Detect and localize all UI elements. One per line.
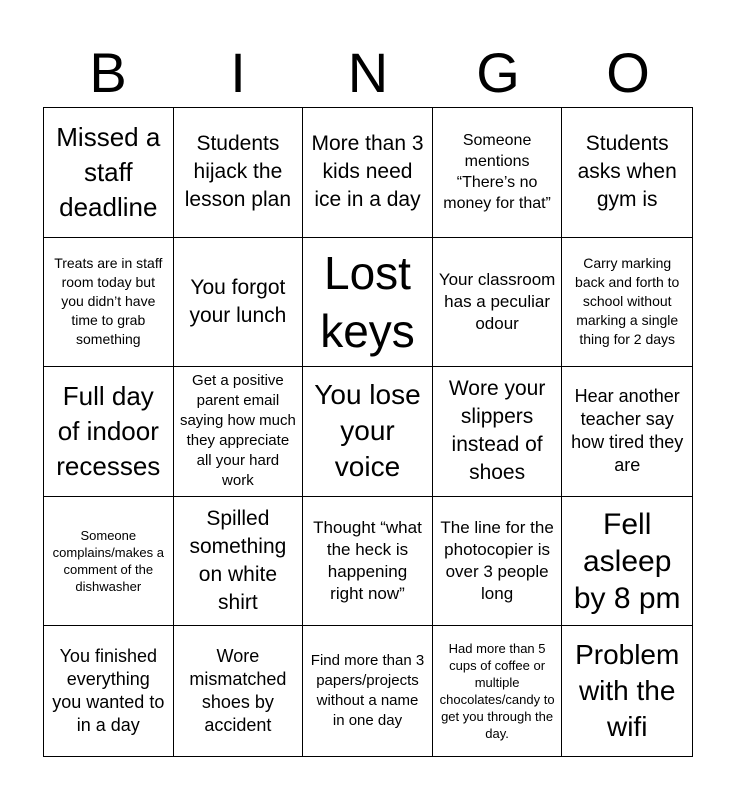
cell-text: Treats are in staff room today but you didn’t have time to grab something — [54, 255, 163, 348]
bingo-cell[interactable] — [303, 108, 433, 238]
cell-text: You forgot your lunch — [189, 275, 287, 327]
cell-text: Students hijack the lesson plan — [184, 132, 292, 212]
cell-text: Someone mentions “There’s no money for that” — [443, 132, 551, 213]
cell-text: Lost keys — [320, 246, 415, 357]
bingo-cell[interactable] — [303, 497, 433, 627]
bingo-cell[interactable] — [303, 367, 433, 497]
bingo-cell[interactable] — [433, 626, 563, 756]
cell-text: Spilled something on white shirt — [189, 507, 287, 615]
bingo-cell[interactable] — [303, 626, 433, 756]
header-letter-o: O — [606, 41, 650, 104]
cell-text: Carry marking back and forth to school without marking a single thing for 2 days — [575, 255, 680, 348]
bingo-cell[interactable] — [44, 108, 174, 238]
header-letter-n: N — [347, 41, 389, 104]
cell-text: Someone complains/makes a comment of the dishwasher — [52, 528, 164, 595]
cell-text: The line for the photocopier is over 3 people long — [440, 518, 554, 604]
cell-text: Fell asleep by 8 pm — [573, 507, 681, 615]
bingo-board — [43, 107, 693, 757]
bingo-cell[interactable] — [303, 238, 433, 368]
bingo-cell[interactable] — [174, 108, 304, 238]
bingo-cell[interactable] — [44, 238, 174, 368]
header-letter-i: I — [230, 41, 246, 104]
bingo-cell[interactable] — [174, 497, 304, 627]
bingo-cell[interactable] — [562, 626, 692, 756]
bingo-cell[interactable] — [44, 626, 174, 756]
cell-text: Wore your slippers instead of shoes — [448, 377, 546, 485]
cell-text: Hear another teacher say how tired they are — [571, 386, 684, 476]
cell-text: Students asks when gym is — [577, 132, 677, 212]
bingo-cell[interactable] — [562, 108, 692, 238]
bingo-cell[interactable] — [44, 497, 174, 627]
header-letter-g: G — [476, 41, 520, 104]
cell-text: Wore mismatched shoes by accident — [189, 646, 287, 736]
bingo-header — [43, 40, 693, 106]
bingo-cell[interactable] — [433, 108, 563, 238]
cell-text: Had more than 5 cups of coffee or multiple chocolates/candy to get you through the day. — [439, 641, 555, 742]
cell-text: You lose your voice — [314, 379, 421, 483]
header-letter-b: B — [89, 41, 127, 104]
bingo-cell[interactable] — [433, 367, 563, 497]
bingo-cell[interactable] — [174, 626, 304, 756]
bingo-cell[interactable] — [433, 497, 563, 627]
cell-text: Get a positive parent email saying how much they appreciate all your hard work — [179, 372, 296, 490]
bingo-cell[interactable] — [562, 367, 692, 497]
bingo-cell[interactable] — [562, 238, 692, 368]
cell-text: Find more than 3 papers/projects without a name in one day — [310, 652, 425, 730]
cell-text: More than 3 kids need ice in a day — [311, 132, 424, 212]
cell-text: Thought “what the heck is happening right now” — [313, 518, 422, 604]
cell-text: You finished everything you wanted to in a day — [52, 646, 165, 736]
cell-text: Your classroom has a peculiar odour — [438, 269, 556, 333]
cell-text: Full day of indoor recesses — [56, 380, 161, 481]
bingo-cell[interactable] — [433, 238, 563, 368]
bingo-cell[interactable] — [174, 367, 304, 497]
cell-text: Problem with the wifi — [575, 639, 680, 743]
cell-text: Missed a staff deadline — [56, 121, 161, 222]
bingo-cell[interactable] — [174, 238, 304, 368]
bingo-cell[interactable] — [562, 497, 692, 627]
bingo-cell[interactable] — [44, 367, 174, 497]
